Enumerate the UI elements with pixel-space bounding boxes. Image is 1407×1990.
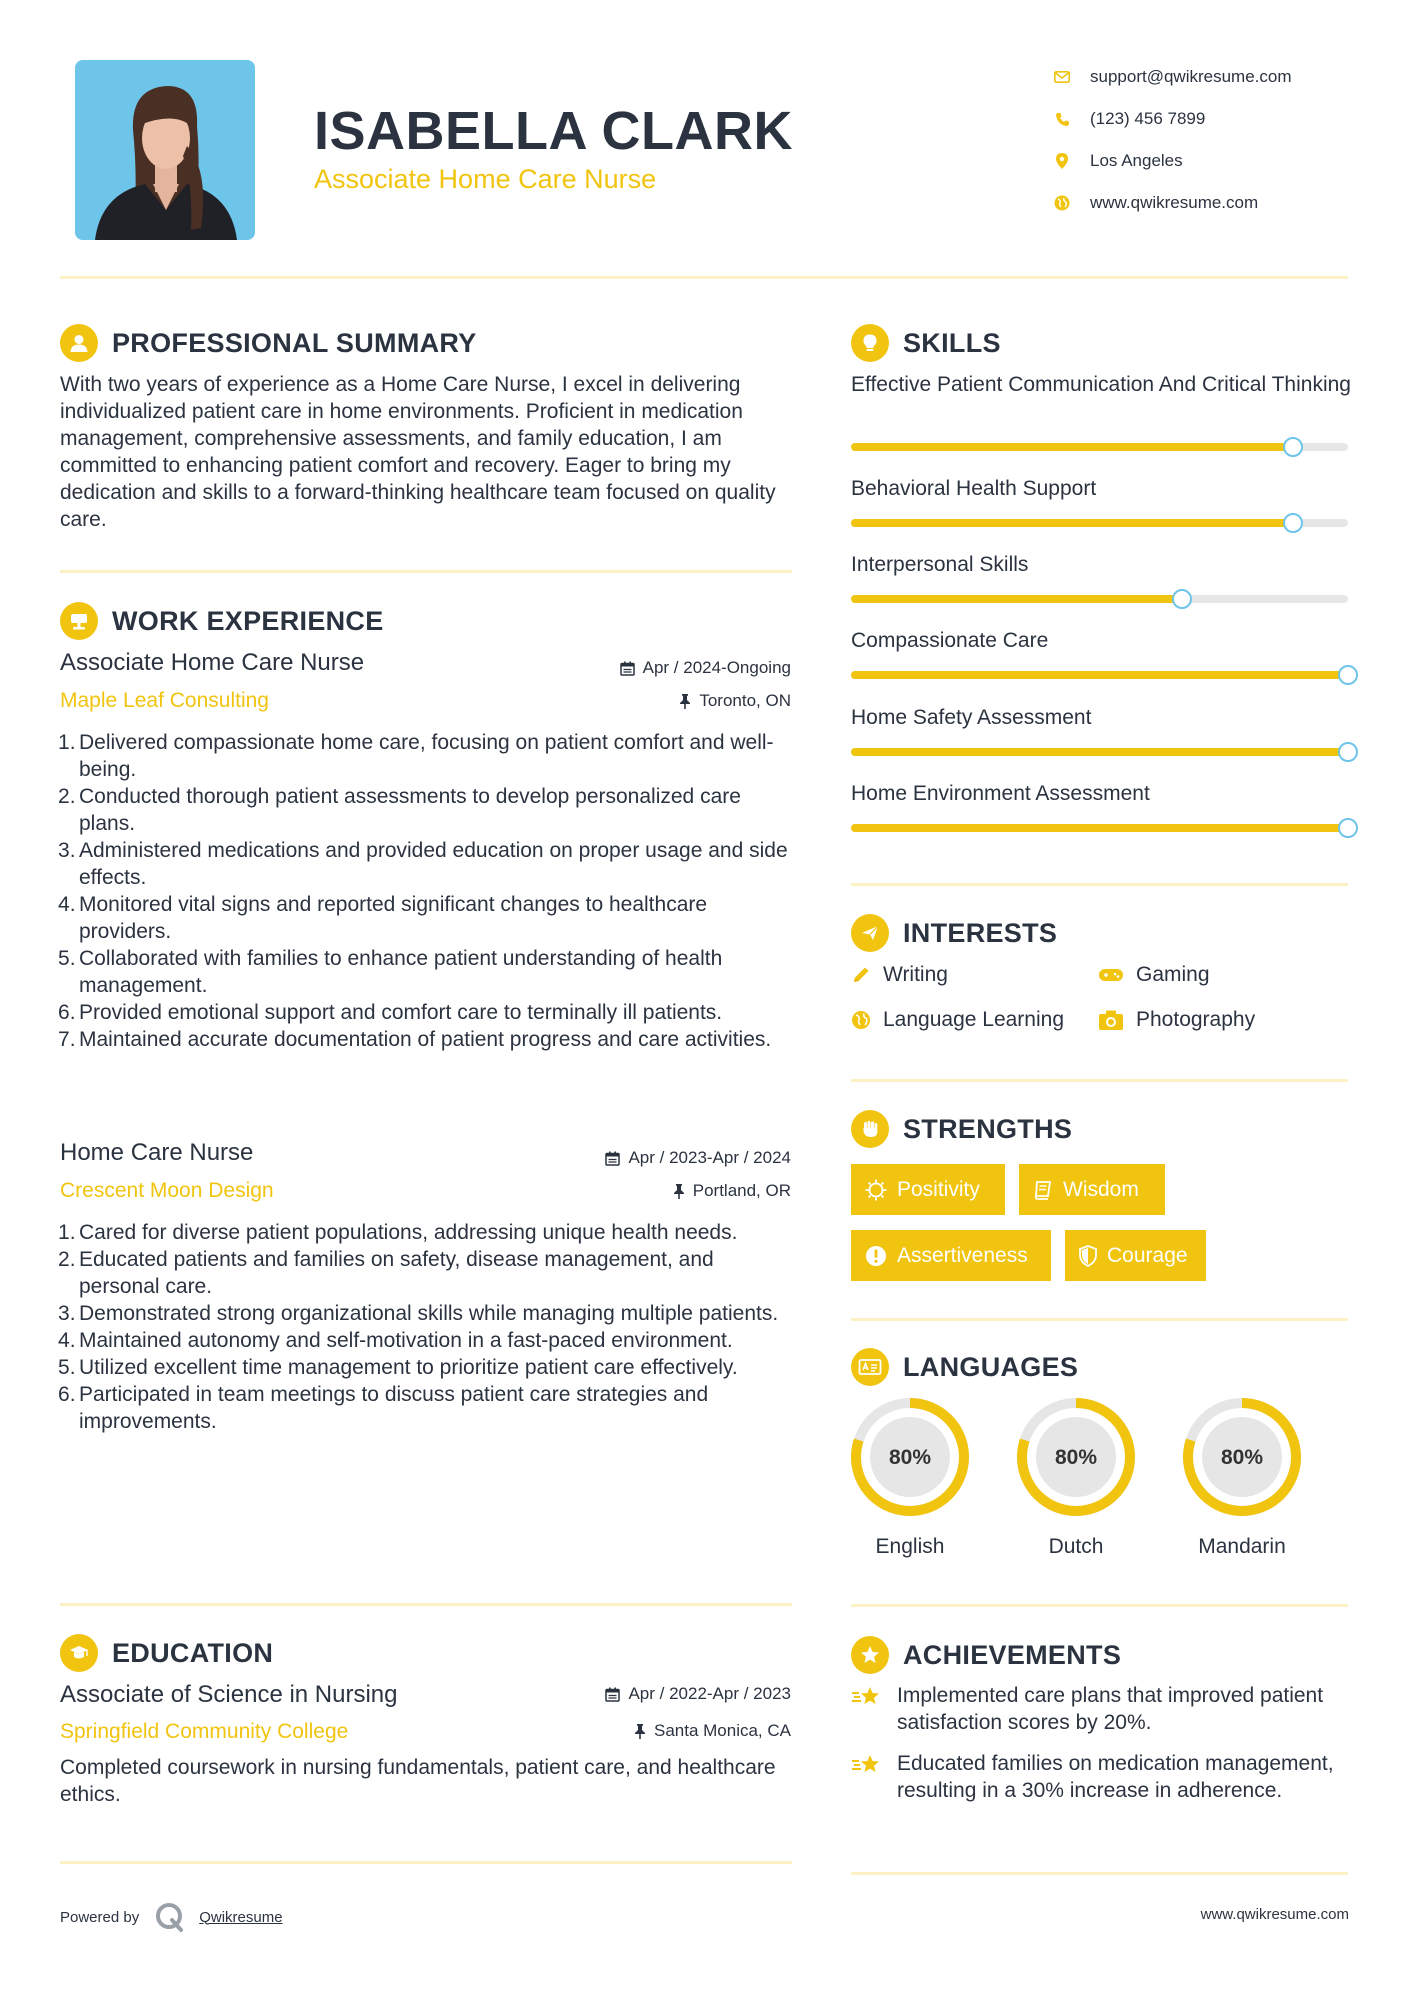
qwikresume-logo-icon <box>153 1900 187 1934</box>
summary-title: PROFESSIONAL SUMMARY <box>112 327 477 358</box>
paper-plane-icon <box>851 914 889 952</box>
skill-name: Home Environment Assessment <box>851 782 1150 805</box>
skill-bar-fill <box>851 595 1182 603</box>
contact-email[interactable] <box>1052 56 1382 98</box>
map-pin-icon <box>1052 151 1072 171</box>
education-date-text: Apr / 2022-Apr / 2023 <box>628 1684 791 1703</box>
globe-icon <box>851 1010 871 1030</box>
strength-chip <box>1019 1164 1165 1215</box>
job-2-location-text: Portland, OR <box>692 1181 791 1200</box>
language-percent: 80% <box>888 1446 932 1469</box>
education-title: EDUCATION <box>112 1637 274 1668</box>
job-2-company: Crescent Moon Design <box>60 1179 274 1202</box>
exclamation-icon <box>865 1245 887 1267</box>
interests-heading <box>851 914 1057 952</box>
sun-icon <box>865 1179 887 1201</box>
star-badge-icon <box>851 1636 889 1674</box>
language-item <box>1181 1396 1303 1559</box>
skill-bar-fill <box>851 748 1348 756</box>
book-icon <box>1033 1180 1053 1200</box>
calendar-icon <box>605 1151 620 1166</box>
language-item <box>849 1396 971 1559</box>
job-1-location <box>679 691 791 711</box>
education-text: Completed coursework in nursing fundamentals, patient care, and healthcare ethics. <box>60 1756 776 1806</box>
interest-label: Language Learning <box>883 1008 1065 1031</box>
education-location-text: Santa Monica, CA <box>653 1721 791 1740</box>
strength-label: Wisdom <box>1063 1177 1139 1201</box>
pushpin-icon <box>634 1724 646 1739</box>
experience-heading <box>60 602 384 640</box>
strength-label: Courage <box>1107 1243 1188 1267</box>
skill-bar-handle <box>1338 742 1358 762</box>
education-degree: Associate of Science in Nursing <box>60 1681 398 1708</box>
job-1-date-text: Apr / 2024-Ongoing <box>642 658 791 677</box>
achievements-title: ACHIEVEMENTS <box>903 1639 1122 1670</box>
interests-divider <box>851 1079 1348 1082</box>
skill-bar-fill <box>851 671 1348 679</box>
powered-by-label: Powered by <box>60 1908 140 1926</box>
qwikresume-link[interactable]: Qwikresume <box>199 1908 283 1926</box>
phone-icon <box>1052 109 1072 129</box>
interest-gaming <box>1098 963 1210 987</box>
skill-bar <box>851 671 1348 679</box>
strength-label: Positivity <box>897 1177 980 1201</box>
skill-item <box>851 551 1361 578</box>
strength-chip <box>851 1230 1051 1281</box>
skill-bar-handle <box>1283 437 1303 457</box>
job-1-date <box>620 658 791 678</box>
skill-bar <box>851 519 1348 527</box>
education-location <box>634 1721 791 1741</box>
pencil-icon <box>851 965 871 985</box>
skill-item <box>851 627 1361 654</box>
contact-website[interactable] <box>1052 182 1382 224</box>
list-item: Collaborated with families to enhance patient understanding of health management. <box>79 947 723 997</box>
id-card-icon <box>851 1348 889 1386</box>
strengths-title: STRENGTHS <box>903 1113 1073 1144</box>
interest-writing <box>851 963 948 987</box>
envelope-icon <box>1052 67 1072 87</box>
list-item: Maintained autonomy and self-motivation in a fast-paced environment. <box>79 1329 733 1352</box>
skill-bar-fill <box>851 824 1348 832</box>
achievement-item <box>851 1682 1351 1736</box>
contact-website-text: www.qwikresume.com <box>1090 193 1259 212</box>
skill-bar-handle <box>1338 665 1358 685</box>
skill-bar <box>851 824 1348 832</box>
summary-divider <box>60 570 792 573</box>
strength-label: Assertiveness <box>897 1243 1028 1267</box>
language-name: English <box>875 1535 945 1558</box>
header-divider <box>60 276 1348 279</box>
job-2-date <box>605 1148 791 1168</box>
language-ring <box>1015 1396 1137 1518</box>
education-date <box>605 1684 791 1704</box>
profile-photo <box>75 60 255 240</box>
language-name: Mandarin <box>1198 1535 1286 1558</box>
globe-icon <box>1052 193 1072 213</box>
job-1-title: Associate Home Care Nurse <box>60 649 365 676</box>
avatar-illustration <box>75 60 255 240</box>
user-icon <box>60 324 98 362</box>
skill-item <box>851 371 1361 398</box>
experience-title: WORK EXPERIENCE <box>112 605 384 636</box>
skill-bar-handle <box>1283 513 1303 533</box>
interest-label: Writing <box>883 963 948 986</box>
language-ring <box>1181 1396 1303 1518</box>
summary-text: With two years of experience as a Home Care Nurse, I excel in delivering individualized patient care in home environments. Proficient in medication management, comprehensive assessments, and family education, I am committed to enhancing patient comfort and recovery. Eager to bring my dedication and skills to a forward-thinking healthcare team focused on quality care. <box>60 373 776 531</box>
pushpin-icon <box>673 1184 685 1199</box>
language-item <box>1015 1396 1137 1559</box>
lightbulb-icon <box>851 324 889 362</box>
experience-divider <box>60 1603 792 1606</box>
list-item: Conducted thorough patient assessments to develop personalized care plans. <box>79 785 741 835</box>
achievement-item <box>851 1750 1351 1804</box>
contact-phone-text: (123) 456 7899 <box>1090 109 1206 128</box>
strength-chip <box>1065 1230 1206 1281</box>
skill-item <box>851 780 1361 807</box>
list-item: Administered medications and provided education on proper usage and side effects. <box>79 839 788 889</box>
interests-title: INTERESTS <box>903 917 1058 948</box>
languages-heading <box>851 1348 1078 1386</box>
achievements-heading <box>851 1636 1121 1674</box>
languages-divider <box>851 1604 1348 1607</box>
list-item: Maintained accurate documentation of patient progress and care activities. <box>79 1028 772 1051</box>
languages-title: LANGUAGES <box>903 1351 1079 1382</box>
skill-name: Behavioral Health Support <box>851 477 1097 500</box>
pushpin-icon <box>679 694 691 709</box>
interest-label: Gaming <box>1136 963 1210 986</box>
contact-phone[interactable] <box>1052 98 1382 140</box>
contact-block <box>1052 56 1382 224</box>
skill-bar-fill <box>851 519 1293 527</box>
list-item: Educated patients and families on safety, disease management, and personal care. <box>79 1248 714 1298</box>
skill-bar <box>851 748 1348 756</box>
skill-name: Interpersonal Skills <box>851 553 1029 576</box>
footer-powered-by <box>60 1900 283 1934</box>
skill-name: Home Safety Assessment <box>851 706 1092 729</box>
list-item: Monitored vital signs and reported significant changes to healthcare providers. <box>79 893 708 943</box>
list-item: Provided emotional support and comfort care to terminally ill patients. <box>79 1001 723 1024</box>
skill-item <box>851 704 1361 731</box>
briefcase-icon <box>60 602 98 640</box>
job-1-location-text: Toronto, ON <box>699 691 791 710</box>
achievement-text: Implemented care plans that improved patient satisfaction scores by 20%. <box>897 1684 1324 1734</box>
skill-bar <box>851 443 1348 451</box>
shooting-star-icon <box>851 1752 883 1778</box>
shield-icon <box>1079 1245 1097 1267</box>
contact-location-text: Los Angeles <box>1090 151 1183 170</box>
interest-label: Photography <box>1136 1008 1256 1031</box>
calendar-icon <box>620 661 635 676</box>
list-item: Demonstrated strong organizational skills while managing multiple patients. <box>79 1302 779 1325</box>
skill-bar-fill <box>851 443 1293 451</box>
job-1-bullets <box>60 729 796 1053</box>
skill-name: Compassionate Care <box>851 629 1049 652</box>
contact-location <box>1052 140 1382 182</box>
language-percent: 80% <box>1054 1446 1098 1469</box>
skill-name: Effective Patient Communication And Critical Thinking <box>851 373 1351 396</box>
skills-title: SKILLS <box>903 327 1001 358</box>
achievement-text: Educated families on medication management, resulting in a 30% increase in adherence. <box>897 1752 1334 1802</box>
summary-heading <box>60 324 477 362</box>
list-item: Utilized excellent time management to prioritize patient care effectively. <box>79 1356 738 1379</box>
job-2-title: Home Care Nurse <box>60 1139 254 1166</box>
skills-heading <box>851 324 1001 362</box>
gamepad-icon <box>1098 966 1124 984</box>
achievements-divider <box>851 1872 1348 1875</box>
job-2-date-text: Apr / 2023-Apr / 2024 <box>628 1148 791 1167</box>
job-1-company: Maple Leaf Consulting <box>60 689 269 712</box>
list-item: Cared for diverse patient populations, addressing unique health needs. <box>79 1221 738 1244</box>
skill-item <box>851 475 1361 502</box>
education-school: Springfield Community College <box>60 1720 349 1743</box>
strengths-divider <box>851 1318 1348 1321</box>
strengths-heading <box>851 1110 1072 1148</box>
skill-bar-handle <box>1172 589 1192 609</box>
skill-bar <box>851 595 1348 603</box>
strength-chip <box>851 1164 1005 1215</box>
education-heading <box>60 1634 273 1672</box>
language-percent: 80% <box>1220 1446 1264 1469</box>
list-item: Delivered compassionate home care, focusing on patient comfort and well-being. <box>79 731 774 781</box>
shooting-star-icon <box>851 1684 883 1710</box>
interest-photography <box>1098 1008 1255 1032</box>
contact-email-text: support@qwikresume.com <box>1090 67 1292 86</box>
candidate-name: ISABELLA CLARK <box>314 101 793 161</box>
calendar-icon <box>605 1687 620 1702</box>
list-item: Participated in team meetings to discuss patient care strategies and improvements. <box>79 1383 709 1433</box>
interest-language-learning <box>851 1008 1064 1032</box>
candidate-role: Associate Home Care Nurse <box>314 164 657 194</box>
skills-divider <box>851 883 1348 886</box>
camera-icon <box>1098 1009 1124 1031</box>
fist-icon <box>851 1110 889 1148</box>
job-2-location <box>673 1181 791 1201</box>
education-divider <box>60 1861 792 1864</box>
job-2-bullets <box>60 1219 796 1435</box>
graduation-icon <box>60 1634 98 1672</box>
language-ring <box>849 1396 971 1518</box>
language-name: Dutch <box>1048 1535 1104 1558</box>
skill-bar-handle <box>1338 818 1358 838</box>
footer-website[interactable]: www.qwikresume.com <box>1200 1906 1349 1923</box>
